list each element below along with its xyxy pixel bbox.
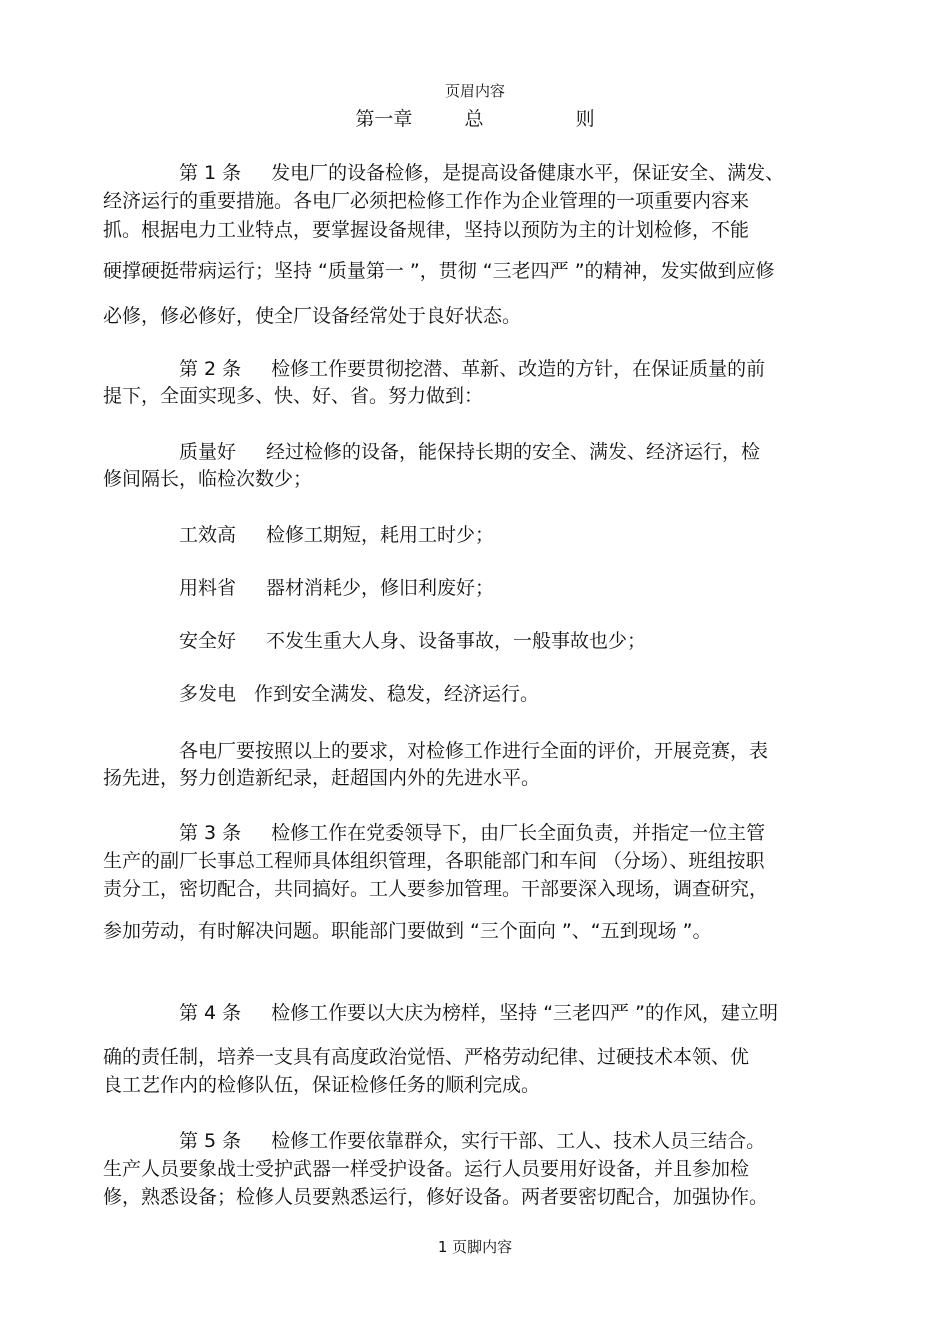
article-3-line-3: 责分工，密切配合，共同搞好。工人要参加管理。干部要深入现场，调查研究， (103, 878, 769, 900)
article-4-label: 第 4 条 (179, 1002, 242, 1024)
chapter-title (0, 104, 950, 131)
article-2-line-1: 第 2 条 检修工作要贯彻挖潜、革新、改造的方针，在保证质量的前 (179, 358, 766, 380)
article-5-line-3: 修，熟悉设备；检修人员要熟悉运行，修好设备。两者要密切配合，加强协作。 (103, 1186, 769, 1208)
article-3-line-4: 参加劳动，有时解决问题。职能部门要做到 “三个面向 ”、“五到现场 ”。 (103, 920, 712, 942)
chapter-word-2: 则 (575, 108, 595, 130)
article-2-line-2: 提下，全面实现多、快、好、省。努力做到： (103, 385, 484, 407)
list-item: 用料省 器材消耗少，修旧利废好； (179, 577, 495, 599)
article-4-line-3: 良工艺作内的检修队伍，保证检修任务的顺利完成。 (103, 1074, 541, 1096)
article-5-label: 第 5 条 (179, 1130, 242, 1152)
article-3-line-1: 第 3 条 检修工作在党委领导下，由厂长全面负责，并指定一位主管 (179, 822, 766, 844)
article-4-line-1: 第 4 条 检修工作要以大庆为榜样，坚持 “三老四严 ”的作风，建立明 (179, 1002, 778, 1024)
list-item: 多发电 作到安全满发、稳发，经济运行。 (179, 683, 540, 705)
article-1-line-1: 第 1 条 发电厂的设备检修，是提高设备健康水平，保证安全、满发、 (179, 162, 785, 184)
article-1-line-3: 抓。根据电力工业特点，要掌握设备规律，坚持以预防为主的计划检修，不能 (103, 219, 750, 241)
article-5-line-1: 第 5 条 检修工作要依靠群众，实行干部、工人、技术人员三结合。 (179, 1130, 766, 1152)
article-1-line-5: 必修，修必修好，使全厂设备经常处于良好状态。 (103, 305, 522, 327)
list-item-continuation: 修间隔长，临检次数少； (103, 468, 313, 490)
chapter-word-1: 总 (464, 108, 484, 130)
page-footer: 1 页脚内容 (437, 1238, 513, 1256)
article-1-line-2: 经济运行的重要措施。各电厂必须把检修工作作为企业管理的一项重要内容来 (103, 190, 750, 212)
article-1-line-4: 硬撑硬挺带病运行；坚持 “质量第一 ”，贯彻 “三老四严 ”的精神，发实做到应修 (103, 260, 775, 282)
chapter-number: 第一章 (355, 108, 413, 130)
article-3-label: 第 3 条 (179, 822, 242, 844)
article-5-line-2: 生产人员要象战士受护武器一样受护设备。运行人员要用好设备，并且参加检 (103, 1158, 750, 1180)
article-4-line-2: 确的责任制，培养一支具有高度政治觉悟、严格劳动纪律、过硬技术本领、优 (103, 1046, 750, 1068)
list-item: 质量好 经过检修的设备，能保持长期的安全、满发、经济运行，检 (179, 441, 761, 463)
evaluation-line-2: 扬先进，努力创造新纪录，赶超国内外的先进水平。 (103, 767, 541, 789)
list-item: 安全好 不发生重大人身、设备事故，一般事故也少； (179, 630, 647, 652)
article-3-line-2: 生产的副厂长事总工程师具体组织管理，各职能部门和车间 （分场）、班组按职 (103, 850, 765, 872)
article-1-label: 第 1 条 (179, 162, 242, 184)
evaluation-line-1: 各电厂要按照以上的要求，对检修工作进行全面的评价，开展竞赛，表 (179, 740, 769, 762)
page-header: 页眉内容 (444, 82, 505, 100)
article-2-label: 第 2 条 (179, 358, 242, 380)
list-item: 工效高 检修工期短，耗用工时少； (179, 524, 495, 546)
